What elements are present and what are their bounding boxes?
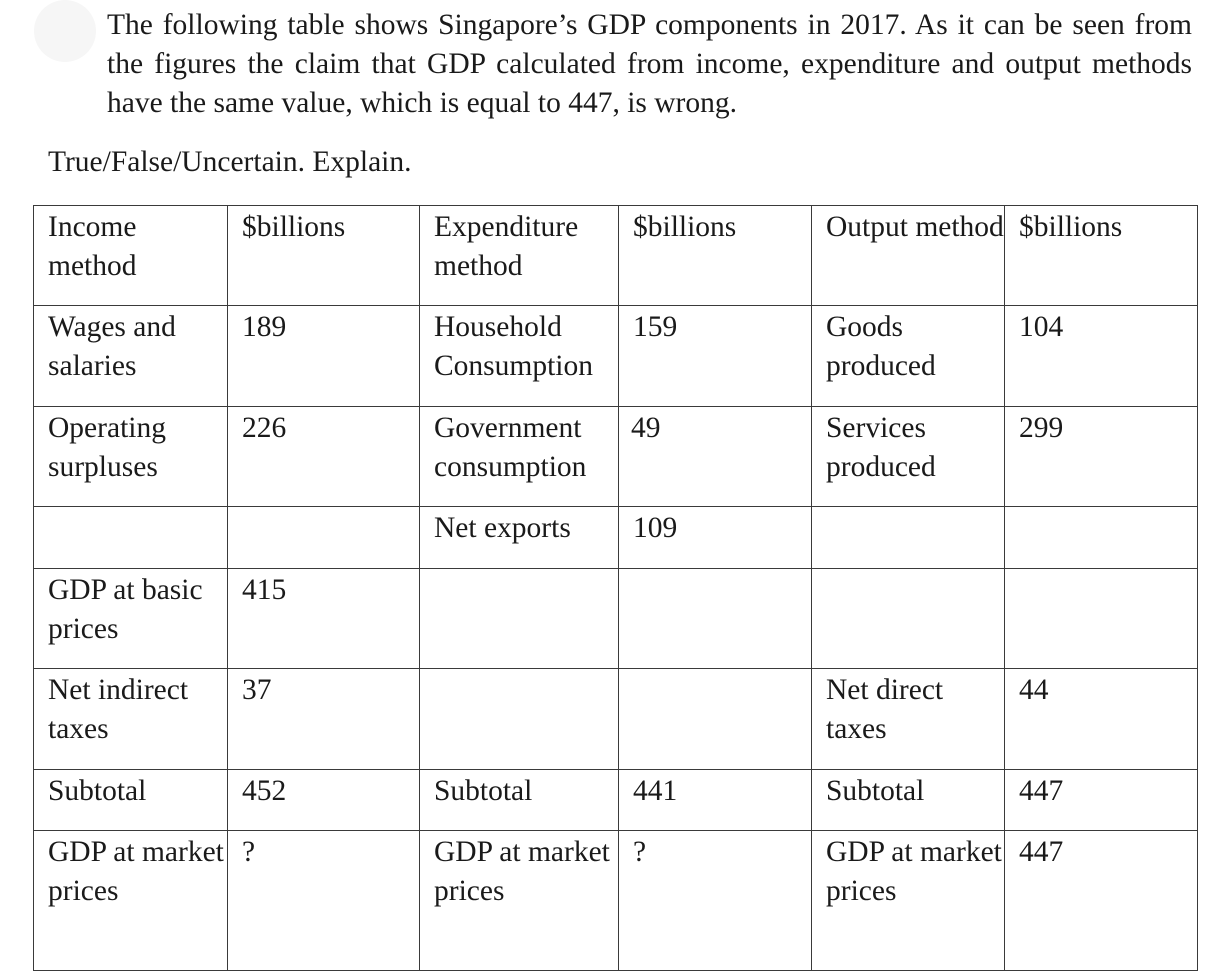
table-cell bbox=[1005, 507, 1198, 569]
decorative-circle bbox=[34, 0, 96, 62]
table-cell bbox=[812, 507, 1005, 569]
table-cell: Net exports bbox=[420, 507, 619, 569]
table-cell: 452 bbox=[228, 770, 420, 831]
intro-paragraph: The following table shows Singapore’s GDP components in 2017. As it can be seen from the figures the claim that GDP calculated from income, expenditure and output methods have the same value, which is equal to 447, is wrong. bbox=[107, 9, 1192, 119]
table-cell: 226 bbox=[228, 407, 420, 507]
table-cell: Wages and salaries bbox=[34, 306, 228, 407]
table-cell: 104 bbox=[1005, 306, 1198, 407]
header-expenditure-method: Expenditure method bbox=[420, 206, 619, 306]
table-cell bbox=[812, 569, 1005, 669]
header-billions: $billions bbox=[619, 206, 812, 306]
table-row bbox=[34, 831, 1198, 971]
table-row bbox=[34, 669, 1198, 770]
table-cell: Household Consumption bbox=[420, 306, 619, 407]
header-income-method: Income method bbox=[34, 206, 228, 306]
table-cell bbox=[228, 507, 420, 569]
table-cell: 299 bbox=[1005, 407, 1198, 507]
table-cell: Services produced bbox=[812, 407, 1005, 507]
table-row bbox=[34, 507, 1198, 569]
table-row bbox=[34, 407, 1198, 507]
table-cell: GDP at basic prices bbox=[34, 569, 228, 669]
table-cell: 109 bbox=[619, 507, 812, 569]
table-cell: GDP at market prices bbox=[34, 831, 228, 971]
table-cell: Net indirect taxes bbox=[34, 669, 228, 770]
table-cell: 447 bbox=[1005, 770, 1198, 831]
table-cell bbox=[34, 507, 228, 569]
table-cell: 189 bbox=[228, 306, 420, 407]
table-cell: GDP at market prices bbox=[812, 831, 1005, 971]
table-cell bbox=[1005, 569, 1198, 669]
gdp-components-table bbox=[33, 205, 1198, 971]
table-cell: ? bbox=[228, 831, 420, 971]
table-cell: Net direct taxes bbox=[812, 669, 1005, 770]
table-cell bbox=[420, 569, 619, 669]
question-prompt: True/False/Uncertain. Explain. bbox=[48, 146, 412, 178]
table-row bbox=[34, 770, 1198, 831]
table-row bbox=[34, 306, 1198, 407]
table-cell: ? bbox=[619, 831, 812, 971]
table-cell bbox=[619, 569, 812, 669]
table-cell: 447 bbox=[1005, 831, 1198, 971]
table-cell: 441 bbox=[619, 770, 812, 831]
table-cell: Subtotal bbox=[812, 770, 1005, 831]
table-cell: 49 bbox=[619, 407, 812, 507]
table-cell bbox=[619, 669, 812, 770]
header-output-method: Output method bbox=[812, 206, 1005, 306]
table-cell: 159 bbox=[619, 306, 812, 407]
table-cell: 37 bbox=[228, 669, 420, 770]
table-header-row bbox=[34, 206, 1198, 306]
table-cell: Subtotal bbox=[420, 770, 619, 831]
table-cell: Subtotal bbox=[34, 770, 228, 831]
table-cell: Operating surpluses bbox=[34, 407, 228, 507]
table-cell bbox=[420, 669, 619, 770]
header-billions: $billions bbox=[228, 206, 420, 306]
table-cell: Goods produced bbox=[812, 306, 1005, 407]
table-cell: 415 bbox=[228, 569, 420, 669]
table-cell: Government consumption bbox=[420, 407, 619, 507]
table-row bbox=[34, 569, 1198, 669]
table-cell: 44 bbox=[1005, 669, 1198, 770]
header-billions: $billions bbox=[1005, 206, 1198, 306]
table-cell: GDP at market prices bbox=[420, 831, 619, 971]
